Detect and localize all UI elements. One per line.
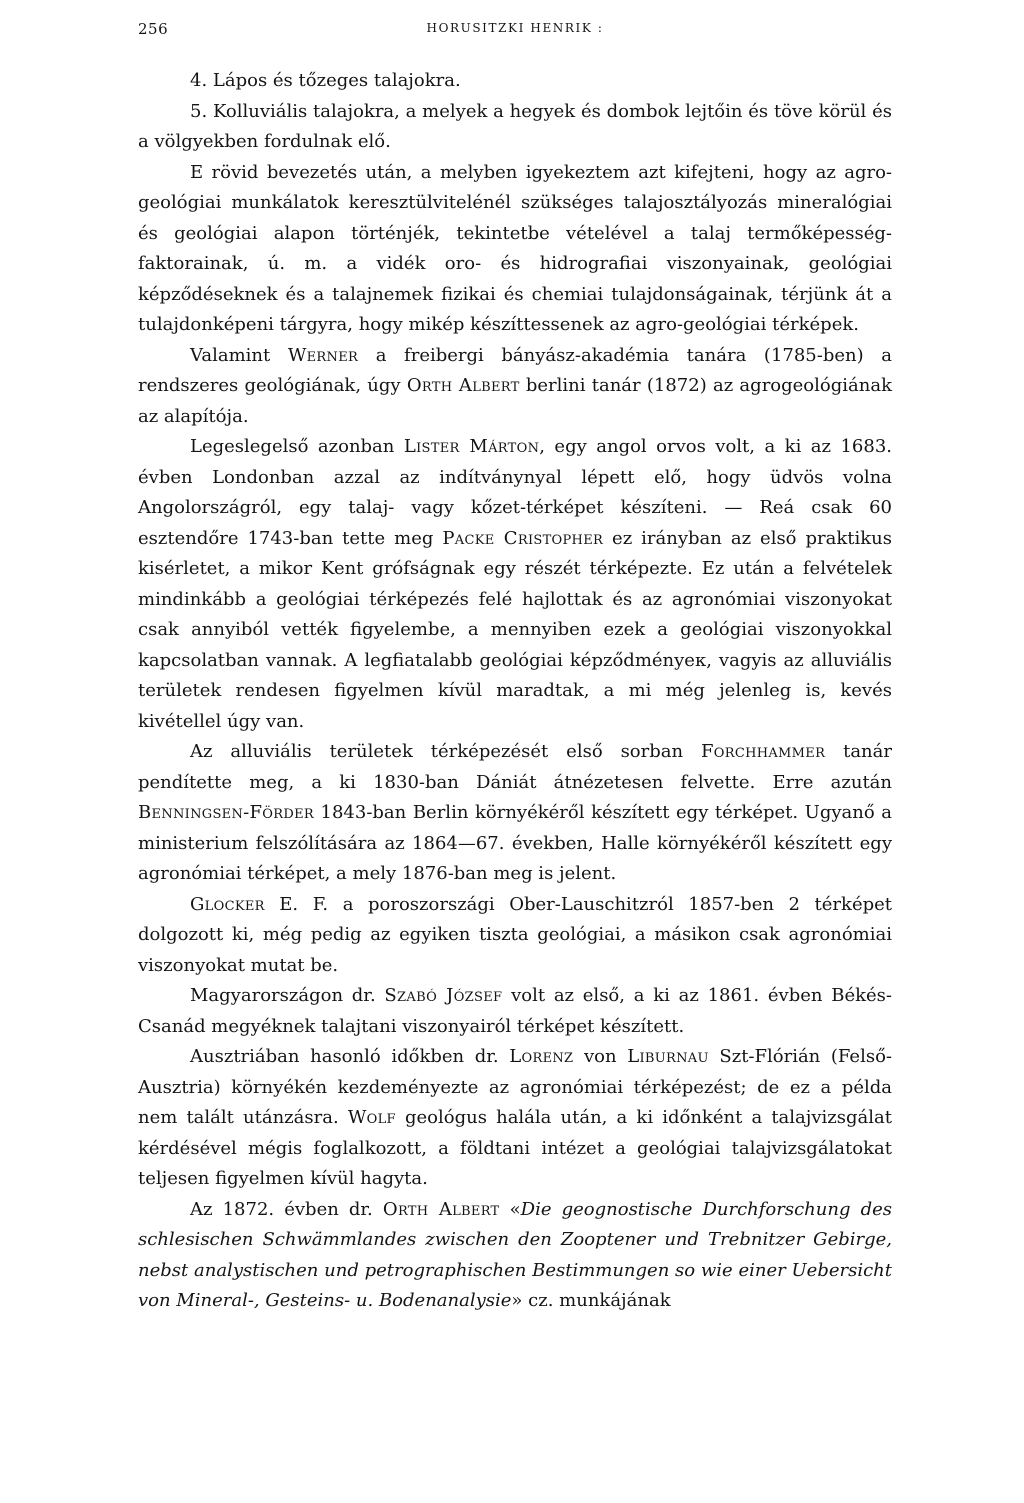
person-name: Packe Cristopher (442, 527, 604, 549)
person-name: Szabó József (384, 985, 503, 1006)
person-name: Lorenz (509, 1046, 574, 1067)
paragraph-glocker: Glocker E. F. a poroszországi Ober-Lauschitzról 1857-ben 2 térképet dolgozott ki, még pedig az egyiken tiszta geológiai, a másikon csak agronómiai viszonyokat mutat be. (138, 893, 892, 976)
paragraph-orth-1872: Az 1872. évben dr. Orth Albert «Die geognostische Durchforschung des schlesischen Schwämmlandes zwischen den Zooptener und Trebnitzer Gebirge, nebst analystischen und petrographischen Bestimmungen so wie einer Uebersicht von Mineral-, Gesteins- u. Bodenanalysie» cz. munkájának (138, 1198, 893, 1311)
paragraph-austria: Ausztriában hasonló időkben dr. Lorenz von Liburnau Szt-Flórián (Felső-Ausztria) környékén kezdeményezte az agronómiai térképezést; de ez a példa nem talált utánzásra. Wolf geológus halála után, a ki időnként a talajvizsgálat kérdésével mégis foglalkozott, a földtani intézet a geológiai talajvizsgálatokat teljesen figyelmen kívül hagyta. (138, 1046, 893, 1189)
person-name: Orth Albert (406, 375, 520, 396)
person-name: Orth Albert (382, 1198, 500, 1220)
paragraph-lister: Legeslegelső azonban Lister Márton, egy angol orvos volt, a ki az 1683. évben Londonban azzal az indítványnyal lépett elő, hogy üdvös volna Angolországról, egy talaj- vagy kőzet-térképet készíteni. — Reá csak 60 esztendőre 1743-ban tette meg Packe Cristopher ez irányban az első praktikus kisérletet, a mikor Kent grófságnak egy részét térképezte. Ez után a felvételek mindinkább a geológiai térképezés felé hajlottak és az agronómiai viszonyokat csak annyiból vették figyelembe, a mennyiben ezek a geológiai viszonyokkal kapcsolatban vannak. A legfiatalabb geológiai képződményeк, vagyis az alluviális területek rendesen figyelmen kívül maradtak, a mi még jelenleg is, kevés kivétellel úgy van. (138, 436, 892, 732)
person-name: Forchhammer (701, 741, 826, 762)
person-name: Wolf (347, 1107, 396, 1128)
list-item-4: 4. Lápos és tőzeges talajokra. (190, 70, 461, 91)
person-name: Liburnau (627, 1046, 709, 1067)
list-item-5: 5. Kolluviális talajokra, a melyek a hegyek és dombok lejtőin és töve körül és a völgyekben fordulnak elő. (138, 100, 892, 152)
paragraph-hungary: Magyarországon dr. Szabó József volt az első, a ki az 1861. évben Békés-Csanád megyéknek talajtani viszonyairól térképet készített. (138, 985, 892, 1037)
person-name: Werner (287, 344, 359, 366)
paragraph-introduction: E rövid bevezetés után, a melyben igyekeztem azt kifejteni, hogy az agro-geológiai munkálatok keresztülvitelénél szükséges talajosztályozás mineralógiai és geológiai alapon történjék, tekintetbe vételével a talaj termőképesség-faktorainak, ú. m. a vidék oro- és hidrografiai viszonyainak, geológiai képződéseknek és a talajnemek fizikai és chemiai tulajdonságainak, térjünk át a tulajdonképeni tárgyra, hogy mikép készíttessenek az agro-geológiai térképek. (138, 161, 892, 335)
paragraph-founders: Valamint Werner a freibergi bányász-akadémia tanára (1785-ben) a rendszeres geológiának, úgy Orth Albert berlini tanár (1872) az agrogeológiának az alapítója. (138, 344, 892, 427)
running-head (138, 20, 892, 44)
paragraph-alluvial: Az alluviális területek térképezését első sorban Forchhammer tanár pendítette meg, a ki 1830-ban Dániát átnézetesen felvette. Erre azután Benningsen-Förder 1843-ban Berlin környékéről készített egy térképet. Ugyanő a ministerium felszólítására az 1864—67. években, Halle környékéről készített egy agronómiai térképet, a mely 1876-ban meg is jelent. (138, 741, 892, 884)
person-name: Lister Márton (403, 436, 540, 457)
body-text (138, 66, 892, 1317)
person-name: Benningsen-Förder (138, 802, 314, 823)
page-number: 256 (138, 20, 169, 38)
running-title: HORUSITZKI HENRIK : (426, 21, 604, 35)
work-title: Die geognostische Durchforschung des schlesischen Schwämmlandes zwischen den Zooptener und Trebnitzer Gebirge, nebst analystischen und petrographischen Bestimmungen so wie einer Uebersicht von Mineral-, Gesteins- u. Bodenanalysie (138, 1198, 893, 1311)
person-name: Glocker (190, 893, 265, 915)
